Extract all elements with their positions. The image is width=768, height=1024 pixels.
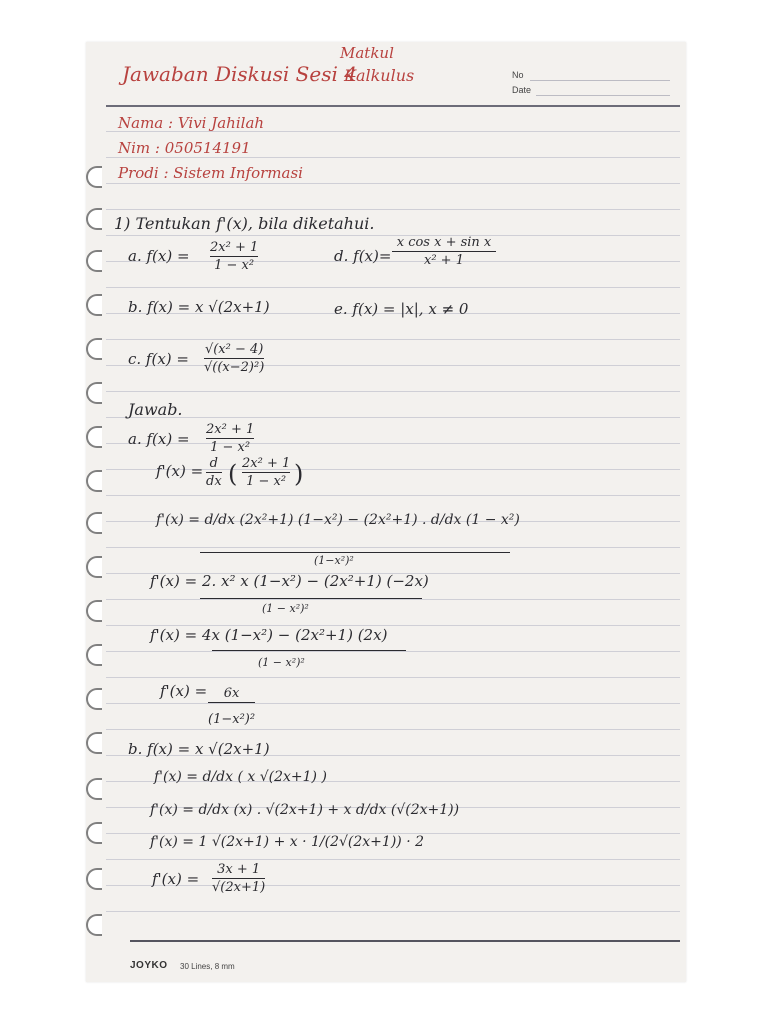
question-e: e. f(x) = |x|, x ≠ 0 [334,300,469,318]
fraction-bar [242,472,290,473]
fraction-bar [206,472,222,473]
answer-b1: b. f(x) = x √(2x+1) [128,740,270,758]
fraction-bar [204,358,264,359]
ruled-line [106,911,680,912]
answer-a3-denominator: (1−x²)² [314,554,354,567]
fraction-bar [200,552,510,553]
binder-hole [86,294,102,316]
matkul-label: Matkul [340,44,394,62]
fraction-bar [206,438,254,439]
answer-b4: f'(x) = 1 √(2x+1) + x · 1/(2√(2x+1)) · 2 [150,834,424,850]
ruled-line [106,209,680,210]
binder-hole [86,470,102,492]
question-c-denominator: √((x−2)²) [204,360,265,376]
fraction-bar [212,650,406,651]
question-a-denominator: 1 − x² [214,258,255,274]
binder-hole [86,600,102,622]
ruled-line [106,729,680,730]
student-name: Nama : Vivi Jahilah [118,114,265,132]
ruled-line [106,391,680,392]
ruled-line [106,703,680,704]
student-nim: Nim : 050514191 [118,139,251,157]
answer-a2-derivative [206,456,222,489]
fraction-bar [210,256,258,257]
binder-hole [86,644,102,666]
question-d-denominator: x² + 1 [424,253,464,269]
answer-b2: f'(x) = d/dx ( x √(2x+1) ) [154,769,327,785]
answer-b5-numerator: 3x + 1 [217,862,261,877]
answer-a5-denominator: (1 − x²)² [258,656,305,669]
paper-spec: 30 Lines, 8 mm [180,962,235,971]
binder-hole [86,382,102,404]
question-b: b. f(x) = x √(2x+1) [128,298,270,316]
answer-a2-fraction [242,456,290,489]
answer-a1-numerator: 2x² + 1 [206,422,255,437]
no-line [530,80,670,81]
ruled-line [106,417,680,418]
binder-hole [86,426,102,448]
answer-a1-fraction [206,422,254,455]
question-a-numerator: 2x² + 1 [210,240,259,255]
binder-hole [86,868,102,890]
question-c-label: c. f(x) = [128,350,189,368]
answer-a6-numerator: 6x [223,686,240,701]
ruled-line [106,339,680,340]
date-label: Date [512,85,532,95]
question-c-numerator: √(x² − 4) [204,342,264,357]
binder-hole [86,512,102,534]
answer-a6-label: f'(x) = [160,682,208,700]
close-paren: ) [294,460,304,488]
question-a-fraction [210,240,258,273]
binder-hole [86,208,102,230]
header-rule [106,105,680,107]
brand-logo: JOYKO [130,960,168,971]
answer-a2-denominator: 1 − x² [246,474,287,490]
question-c-fraction [204,342,264,375]
matkul-value: Kalkulus [344,66,415,85]
ruled-line [106,287,680,288]
answer-a2-numerator: 2x² + 1 [242,456,291,471]
notebook-page [86,42,686,982]
question-d-fraction [392,235,496,268]
answer-a3-line: f'(x) = d/dx (2x²+1) (1−x²) − (2x²+1) . d/dx (1 − x²) [156,512,520,528]
fraction-bar [208,702,255,703]
ruled-line [106,365,680,366]
answer-b5-denominator: √(2x+1) [212,880,266,896]
answer-a2-d: d [209,456,218,471]
binder-hole [86,822,102,844]
fraction-bar [200,598,422,599]
ruled-line [106,443,680,444]
page-title: Jawaban Diskusi Sesi 4 [122,62,357,86]
student-prodi: Prodi : Sistem Informasi [118,164,303,182]
answer-b5-label: f'(x) = [152,870,200,888]
binder-hole [86,732,102,754]
binder-hole [86,338,102,360]
question-prompt: 1) Tentukan f'(x), bila diketahui. [114,214,375,233]
fraction-bar [212,878,265,879]
binder-hole [86,250,102,272]
answer-a1-label: a. f(x) = [128,430,190,448]
fraction-bar [392,251,496,252]
ruled-line [106,183,680,184]
footer-rule [130,940,680,942]
binder-hole [86,778,102,800]
binder-hole [86,166,102,188]
answer-a6-fraction [208,686,255,727]
ruled-line [106,677,680,678]
answer-a4-line: f'(x) = 2. x² x (1−x²) − (2x²+1) (−2x) [150,572,429,590]
answer-b3: f'(x) = d/dx (x) . √(2x+1) + x d/dx (√(2x+1)) [150,802,460,818]
binder-hole [86,688,102,710]
binder-hole [86,914,102,936]
answer-b5-fraction [212,862,265,895]
answer-heading: Jawab. [128,400,183,419]
no-label: No [512,70,524,80]
ruled-line [106,859,680,860]
ruled-line [106,157,680,158]
date-line [536,95,670,96]
answer-a6-denominator: (1−x²)² [208,712,256,728]
question-d-label: d. f(x)= [334,247,392,265]
answer-a5-line: f'(x) = 4x (1−x²) − (2x²+1) (2x) [150,626,388,644]
binder-hole [86,556,102,578]
question-a-label: a. f(x) = [128,247,190,265]
answer-a4-denominator: (1 − x²)² [262,602,309,615]
answer-a1-denominator: 1 − x² [210,440,251,456]
question-d-numerator: x cos x + sin x [396,235,492,250]
answer-a2-label: f'(x) = [156,462,204,480]
ruled-line [106,547,680,548]
open-paren: ( [228,460,238,488]
ruled-line [106,495,680,496]
answer-a2-dx: dx [206,474,222,490]
